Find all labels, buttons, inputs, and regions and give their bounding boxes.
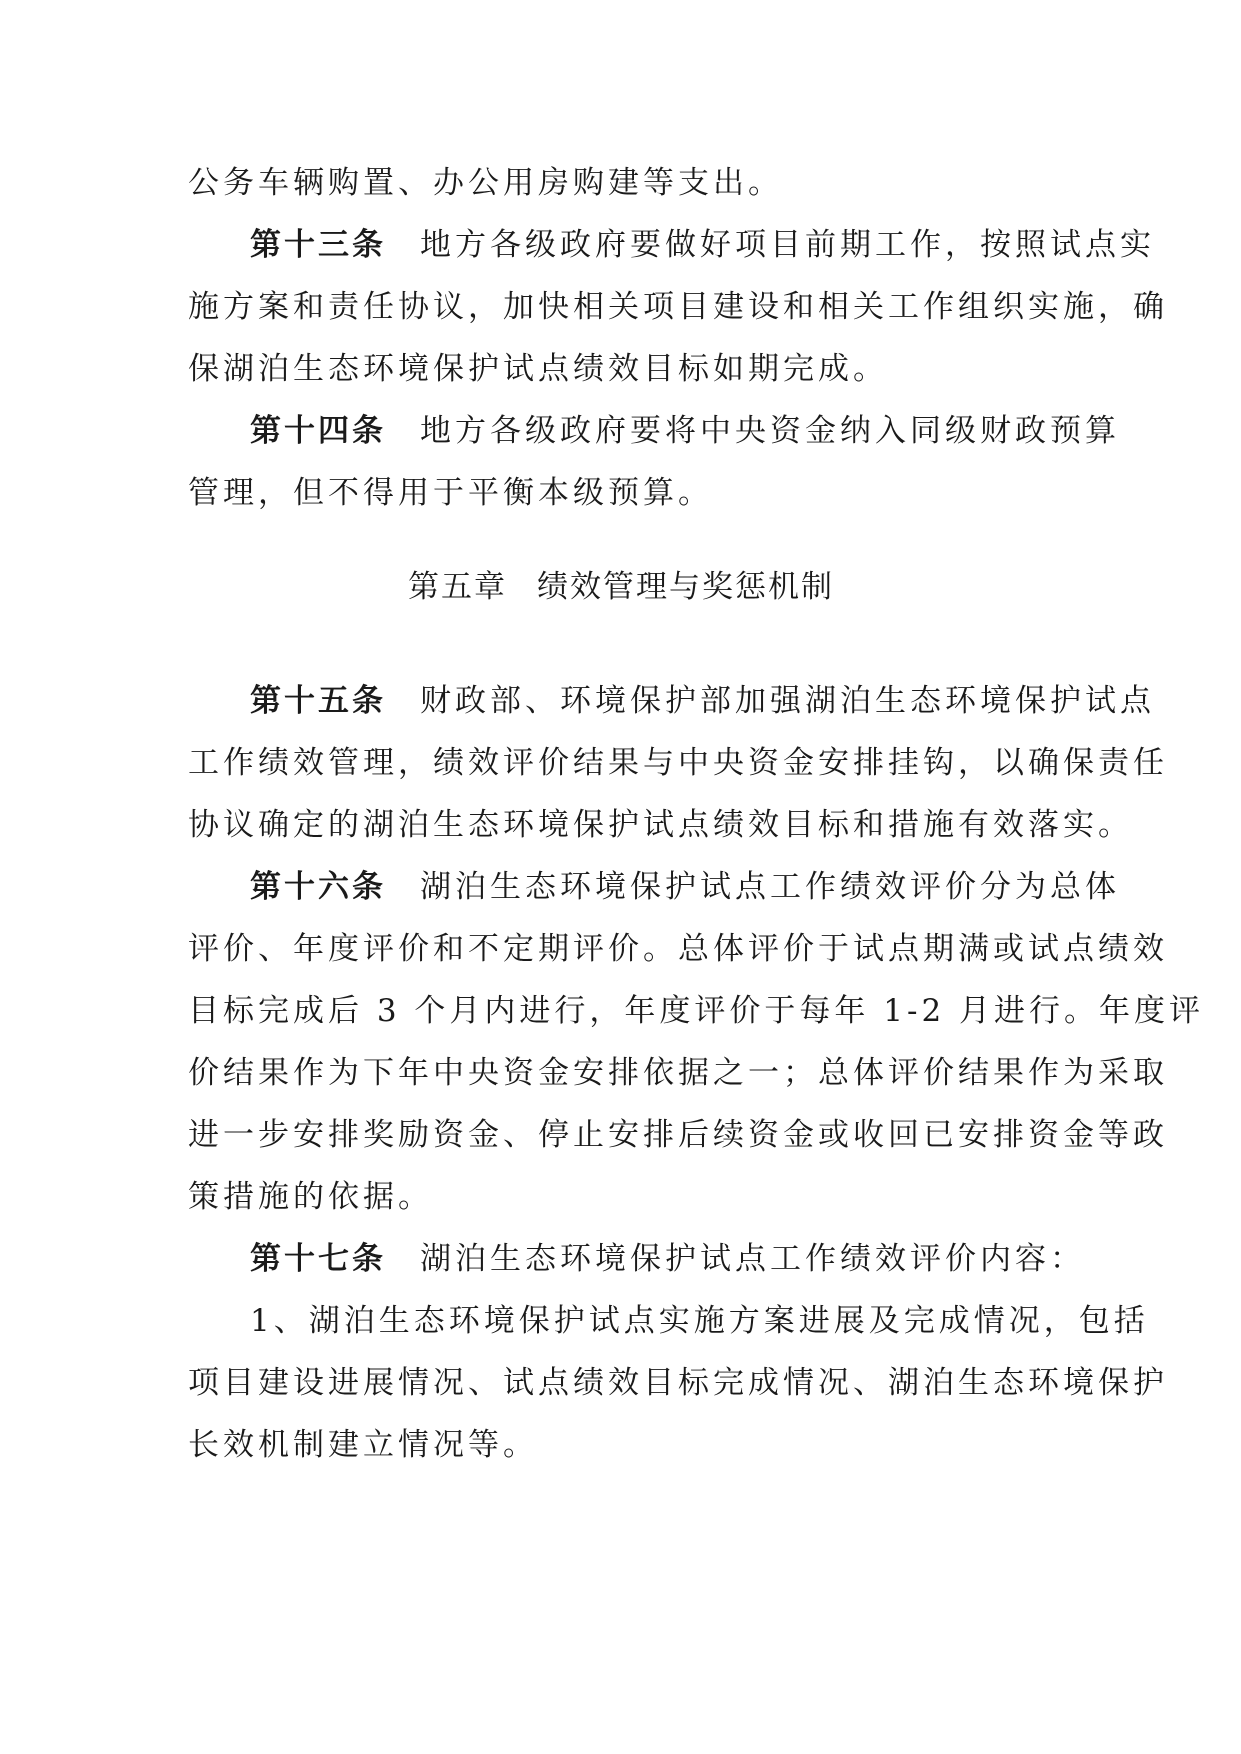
text-line: 财政部、环境保护部加强湖泊生态环境保护试点 [420, 683, 1155, 719]
text-line: 1、湖泊生态环境保护试点实施方案进展及完成情况，包括 [250, 1303, 1149, 1339]
article-label: 第十三条 [250, 227, 386, 263]
chapter-title: 绩效管理与奖惩机制 [537, 569, 834, 605]
text-line: 地方各级政府要做好项目前期工作，按照试点实 [420, 227, 1155, 263]
text-line: 地方各级政府要将中央资金纳入同级财政预算 [420, 413, 1120, 449]
text-line: 施方案和责任协议，加快相关项目建设和相关工作组织实施，确 [188, 289, 1168, 325]
chapter-heading [188, 556, 1054, 618]
text-line: 进一步安排奖励资金、停止安排后续资金或收回已安排资金等政 [188, 1117, 1168, 1153]
text-line: 长效机制建立情况等。 [188, 1427, 538, 1463]
article-label: 第十七条 [250, 1241, 386, 1277]
text-line: 公务车辆购置、办公用房购建等支出。 [188, 165, 783, 201]
text-line: 项目建设进展情况、试点绩效目标完成情况、湖泊生态环境保护 [188, 1365, 1168, 1401]
text-line: 湖泊生态环境保护试点工作绩效评价内容： [420, 1241, 1085, 1277]
article-label: 第十六条 [250, 869, 386, 905]
document-page [188, 152, 1205, 1476]
article-15 [188, 670, 1168, 856]
paragraph-continuation [188, 152, 1054, 214]
text-line: 湖泊生态环境保护试点工作绩效评价分为总体 [420, 869, 1120, 905]
chapter-number: 第五章 [408, 569, 507, 605]
text-line: 保湖泊生态环境保护试点绩效目标如期完成。 [188, 351, 888, 387]
article-14 [188, 400, 1120, 524]
article-16 [188, 856, 1205, 1228]
text-line: 管理，但不得用于平衡本级预算。 [188, 475, 713, 511]
article-label: 第十五条 [250, 683, 386, 719]
article-13 [188, 214, 1168, 400]
text-line: 价结果作为下年中央资金安排依据之一；总体评价结果作为采取 [188, 1055, 1168, 1091]
article-label: 第十四条 [250, 413, 386, 449]
text-line: 评价、年度评价和不定期评价。总体评价于试点期满或试点绩效 [188, 931, 1168, 967]
text-line: 协议确定的湖泊生态环境保护试点绩效目标和措施有效落实。 [188, 807, 1133, 843]
text-line: 工作绩效管理，绩效评价结果与中央资金安排挂钩，以确保责任 [188, 745, 1168, 781]
text-line: 策措施的依据。 [188, 1179, 433, 1215]
list-item [188, 1290, 1168, 1476]
article-17 [188, 1228, 1168, 1476]
text-line: 目标完成后 3 个月内进行，年度评价于每年 1-2 月进行。年度评 [188, 993, 1205, 1029]
